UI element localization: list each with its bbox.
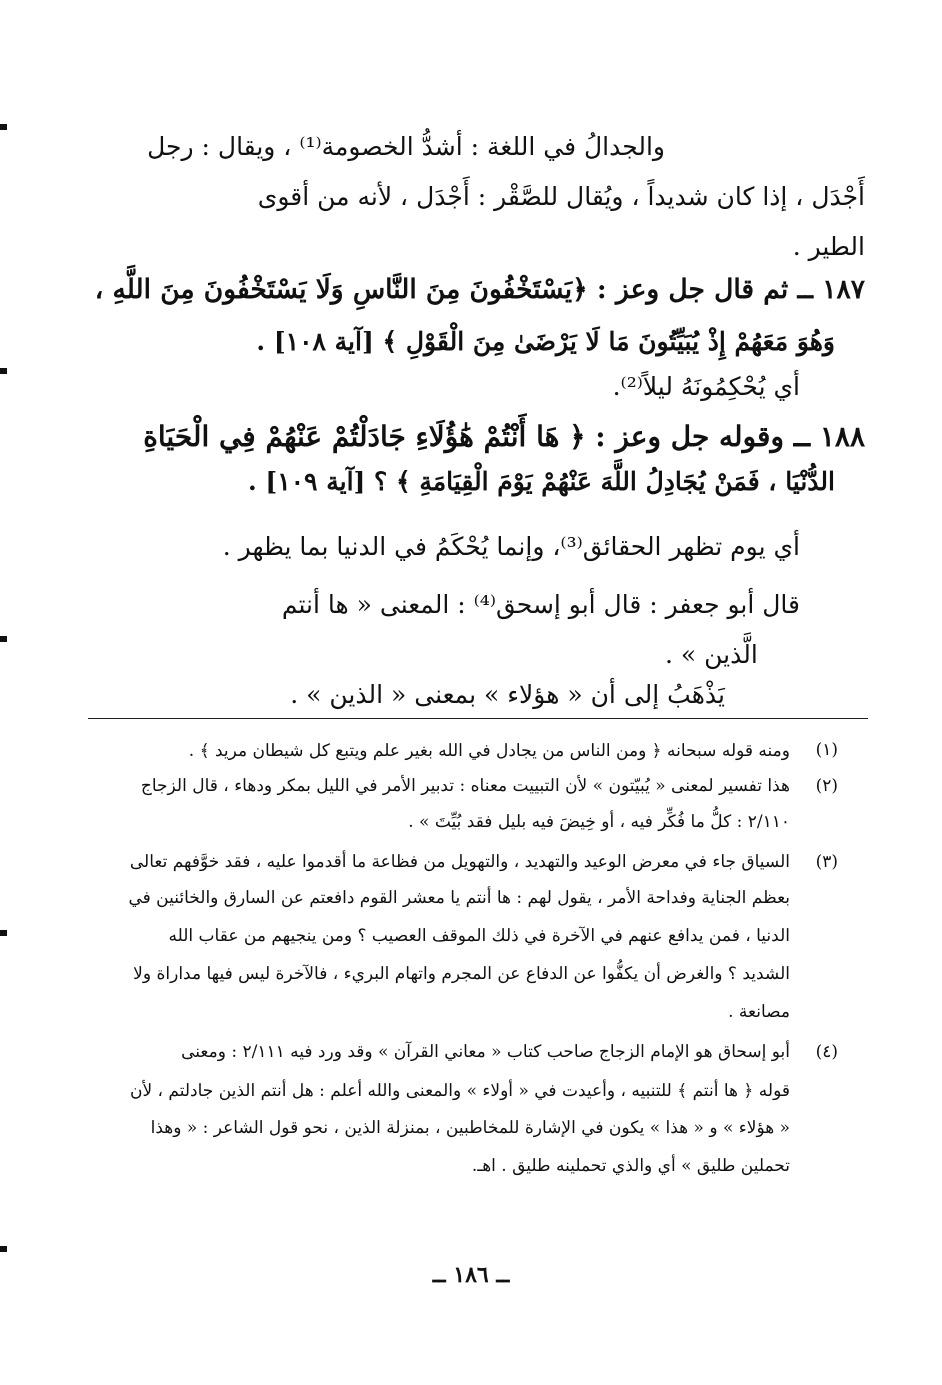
main-text — [90, 0, 865, 710]
scan-edge-mark — [0, 124, 7, 130]
scan-edge-mark — [0, 368, 7, 374]
verse-187-line: ١٨٧ ــ ثم قال جل وعز : ﴿يَسْتَخْفُونَ مِنَ النَّاسِ وَلَا يَسْتَخْفُونَ مِنَ اللَّهِ ، — [94, 274, 865, 305]
verse-188-line: ١٨٨ ــ وقوله جل وعز : ﴿ هَا أَنْتُمْ هَٰؤُلَاءِ جَادَلْتُمْ عَنْهُمْ فِي الْحَيَاةِ — [143, 420, 865, 453]
scan-edge-mark — [0, 636, 7, 642]
footnote-line: قوله ﴿ ها أنتم ﴾ للتنبيه ، وأعيدت في « أولاء » والمعنى والله أعلم : هل أنتم الذين جادلتم ، لأن — [129, 1081, 790, 1101]
text-line: الطير . — [792, 232, 865, 261]
text-line: الَّذين » . — [665, 640, 758, 669]
footnote-line: بعظم الجناية وفداحة الأمر ، يقول لهم : ها أنتم يا معشر القوم دافعتم عن السارق والخائنين في — [128, 888, 790, 908]
verse-187-line: وَهُوَ مَعَهُمْ إِذْ يُبَيِّتُونَ مَا لَا يَرْضَىٰ مِنَ الْقَوْلِ ﴾ [آية ١٠٨] . — [256, 327, 835, 356]
footnote-line: مصانعة . — [728, 1002, 790, 1022]
text-line: والجدالُ في اللغة : أشدُّ الخصومة⁽¹⁾ ، ويقال : رجل — [147, 132, 665, 161]
footnote-line: الشديد ؟ والغرض أن يكفُّوا عن الدفاع عن المجرم واتهام البريء ، فالآخرة ليس فيها مداراة ولا — [133, 964, 790, 984]
footnote-number: (١) — [815, 740, 838, 760]
footnote-line: ومنه قوله سبحانه ﴿ ومن الناس من يجادل في الله بغير علم ويتبع كل شيطان مريد ﴾ . — [188, 741, 790, 761]
footnote-line: « هؤلاء » و « هذا » يكون في الإشارة للمخاطبين ، بمنزلة الذين ، نحو قول الشاعر : « وهذا — [150, 1118, 790, 1138]
footnote-number: (٢) — [815, 776, 838, 796]
footnote-line: السياق جاء في معرض الوعيد والتهديد ، والتهويل من فظاعة ما أقدموا عليه ، فقد خوَّفهم تعالى — [129, 852, 790, 872]
footnote-line: ٢/١١٠ : كلُّ ما فُكِّر فيه ، أو خِيضَ فيه بليل فقد بُيِّتَ » . — [408, 812, 790, 832]
text-line: قال أبو جعفر : قال أبو إسحق⁽⁴⁾ : المعنى « ها أنتم — [281, 590, 800, 619]
text-line: أَجْدَل ، إذا كان شديداً ، ويُقال للصَّقْر : أَجْدَل ، لأنه من أقوى — [257, 182, 865, 211]
scan-edge-mark — [0, 1246, 7, 1252]
page-number: ــ ١٨٦ ــ — [432, 1262, 510, 1288]
text-line: يَذْهَبُ إلى أن « هؤلاء » بمعنى « الذين » . — [290, 680, 725, 709]
text-line: أي يُحْكِمُونَهُ ليلاً⁽²⁾. — [612, 372, 800, 401]
footnote-line: الدنيا ، فمن يدافع عنهم في الآخرة في ذلك الموقف العصيب ؟ ومن ينجيهم من عقاب الله — [168, 926, 790, 946]
text-line: أي يوم تظهر الحقائق⁽³⁾، وإنما يُحْكَمُ في الدنيا بما يظهر . — [222, 532, 800, 561]
footnote-separator — [88, 718, 868, 719]
scan-edge-mark — [0, 930, 7, 936]
verse-188-line: الدُّنْيَا ، فَمَنْ يُجَادِلُ اللَّهَ عَنْهُمْ يَوْمَ الْقِيَامَةِ ﴾ ؟ [آية ١٠٩] . — [247, 467, 835, 496]
footnote-line: أبو إسحاق هو الإمام الزجاج صاحب كتاب « معاني القرآن » وقد ورد فيه ٢/١١١ : ومعنى — [181, 1042, 790, 1062]
footnote-number: (٣) — [815, 852, 838, 872]
footnote-number: (٤) — [815, 1042, 838, 1062]
footnote-line: تحملين طليق » أي والذي تحملينه طليق . اهـ. — [471, 1156, 790, 1176]
footnote-line: هذا تفسير لمعنى « يُبيّتون » لأن التبييت معناه : تدبير الأمر في الليل بمكر ودهاء ، قال الزجاج — [140, 776, 790, 796]
